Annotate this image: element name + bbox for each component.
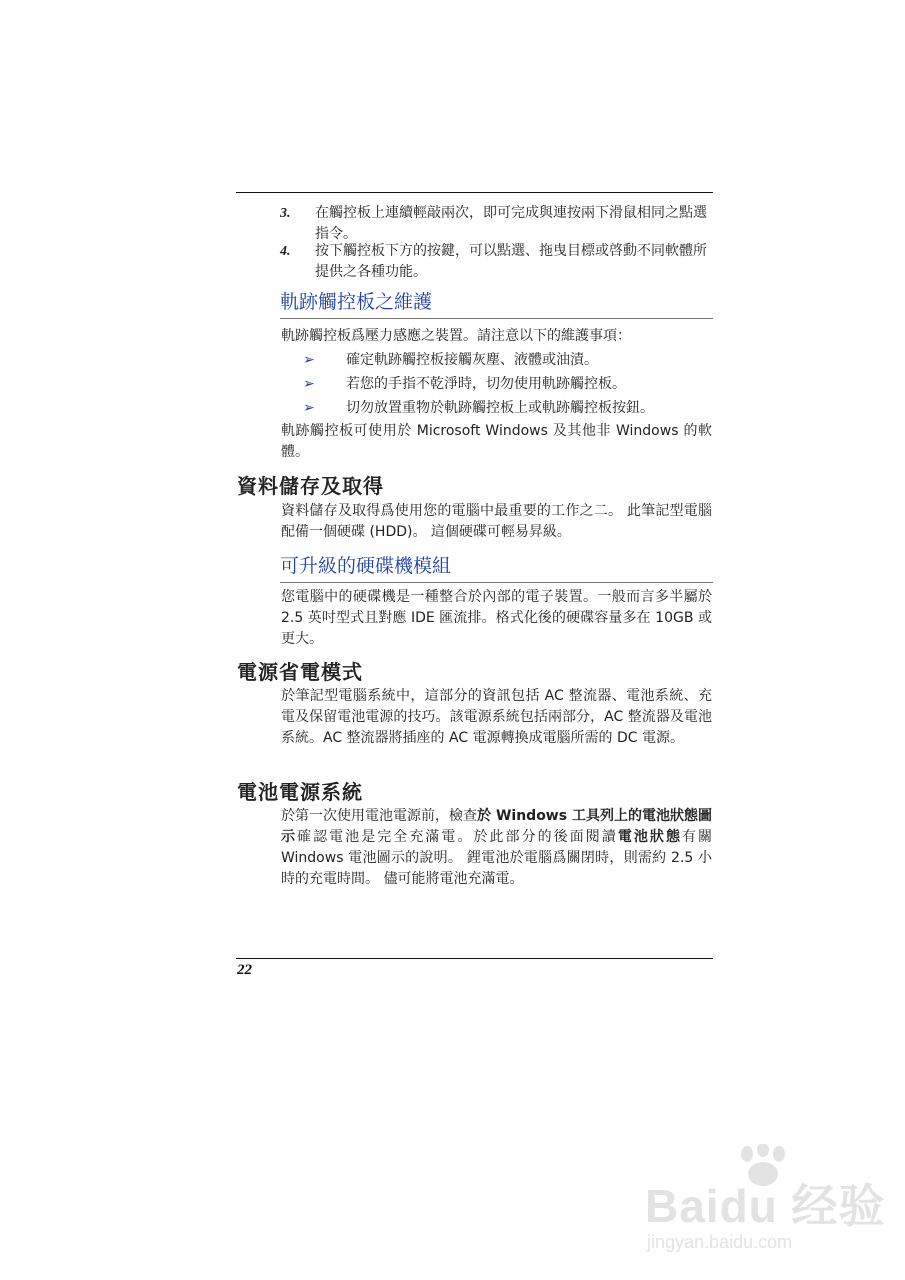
footer-rule bbox=[236, 958, 713, 959]
battery-power-text bbox=[281, 806, 712, 890]
bullet-item bbox=[303, 398, 713, 419]
battery-text-bold: 電池狀態 bbox=[617, 829, 682, 845]
header-rule bbox=[236, 192, 713, 193]
battery-text-plain: 有關 Windows 電池圖示的說明。 鋰電池於電腦爲關閉時，則需約 2.5 小時的充電時間。 儘可能將電池充滿電。 bbox=[281, 829, 713, 887]
arrow-bullet-icon: ➢ bbox=[303, 400, 315, 416]
power-saving-heading: 電源省電模式 bbox=[237, 660, 363, 684]
item-number: 4. bbox=[280, 244, 291, 259]
battery-power-heading: 電池電源系統 bbox=[237, 780, 363, 804]
touchpad-care-intro: 軌跡觸控板爲壓力感應之裝置。請注意以下的維護事項： bbox=[281, 328, 631, 344]
watermark-logo: Baidu 经验 bbox=[645, 1180, 886, 1232]
numbered-item-4 bbox=[280, 241, 715, 283]
arrow-bullet-icon: ➢ bbox=[303, 352, 315, 368]
bullet-item bbox=[303, 350, 713, 371]
bullet-text: 切勿放置重物於軌跡觸控板上或軌跡觸控板按鈕。 bbox=[346, 400, 654, 416]
arrow-bullet-icon: ➢ bbox=[303, 376, 315, 392]
item-text: 按下觸控板下方的按鍵，可以點選、拖曳目標或啓動不同軟體所提供之各種功能。 bbox=[315, 243, 707, 280]
battery-text-plain: 於第一次使用電池電源前，檢查 bbox=[281, 808, 478, 824]
hdd-module-text: 您電腦中的硬碟機是一種整合於內部的電子裝置。一般而言多半屬於 2.5 英吋型式且對應 IDE 匯流排。格式化後的硬碟容量多在 10GB 或更大。 bbox=[281, 589, 712, 647]
page-number: 22 bbox=[237, 962, 252, 978]
numbered-item-3 bbox=[280, 203, 715, 245]
item-number: 3. bbox=[280, 206, 291, 221]
data-storage-heading: 資料儲存及取得 bbox=[237, 474, 384, 498]
baidu-watermark bbox=[645, 1140, 886, 1255]
data-storage-text: 資料儲存及取得爲使用您的電腦中最重要的工作之二。 此筆記型電腦配備一個硬碟 (HDD)。 這個硬碟可輕易昇級。 bbox=[281, 503, 712, 540]
bullet-text: 若您的手指不乾淨時，切勿使用軌跡觸控板。 bbox=[346, 376, 626, 392]
item-text: 在觸控板上連續輕敲兩次，即可完成與連按兩下滑鼠相同之點選指令。 bbox=[315, 205, 707, 242]
bullet-text: 確定軌跡觸控板接觸灰塵、液體或油漬。 bbox=[346, 352, 598, 368]
bullet-item bbox=[303, 374, 713, 395]
power-saving-text: 於筆記型電腦系統中，這部分的資訊包括 AC 整流器、電池系統、充電及保留電池電源的技巧。該電源系統包括兩部分，AC 整流器及電池系統。AC 整流器將插座的 AC 電源轉換成電腦所需的 DC 電源。 bbox=[281, 688, 712, 746]
touchpad-care-outro: 軌跡觸控板可使用於 Microsoft Windows 及其他非 Windows 的軟體。 bbox=[281, 423, 712, 460]
watermark-url: jingyan.baidu.com bbox=[647, 1232, 793, 1252]
touchpad-care-heading: 軌跡觸控板之維護 bbox=[280, 289, 713, 319]
hdd-module-heading: 可升級的硬碟機模組 bbox=[280, 553, 713, 583]
battery-text-plain: 確認電池是完全充滿電。於此部分的後面閱讀 bbox=[297, 829, 618, 845]
battery-text-bold: 於 Windows 工具列上的電池狀態圖示 bbox=[281, 808, 712, 845]
